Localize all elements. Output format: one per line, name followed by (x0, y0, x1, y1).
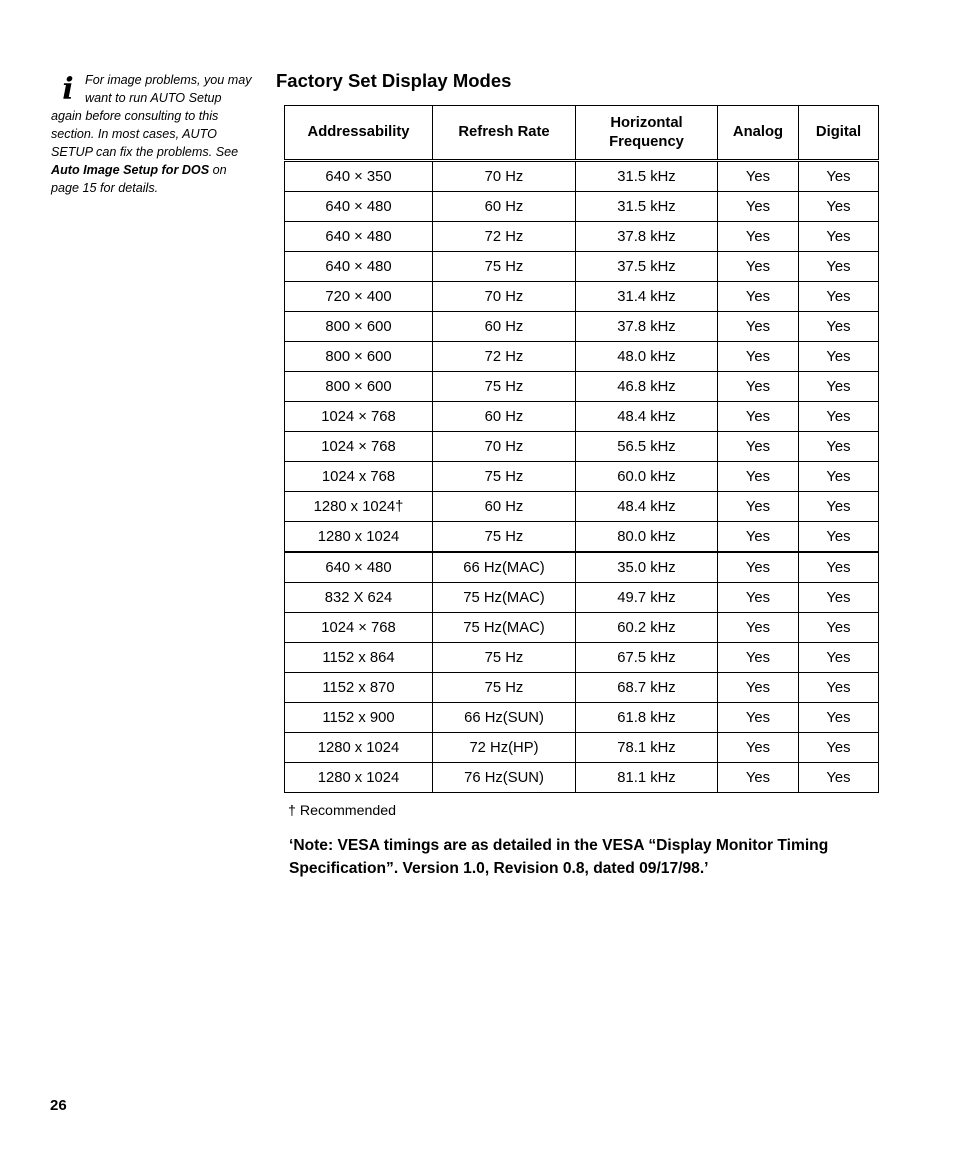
cell-digital: Yes (799, 643, 879, 673)
cell-analog: Yes (718, 522, 799, 553)
header-refresh-rate: Refresh Rate (433, 106, 576, 161)
cell-analog: Yes (718, 673, 799, 703)
cell-addressability: 1024 x 768 (285, 462, 433, 492)
cell-digital: Yes (799, 432, 879, 462)
cell-addressability: 720 × 400 (285, 282, 433, 312)
cell-analog: Yes (718, 733, 799, 763)
cell-horizontal-frequency: 37.8 kHz (576, 312, 718, 342)
header-digital: Digital (799, 106, 879, 161)
info-icon: i (62, 72, 74, 107)
cell-analog: Yes (718, 252, 799, 282)
cell-digital: Yes (799, 613, 879, 643)
cell-addressability: 1280 x 1024 (285, 763, 433, 793)
table-row (285, 583, 879, 613)
header-addressability: Addressability (285, 106, 433, 161)
cell-analog: Yes (718, 492, 799, 522)
cell-horizontal-frequency: 60.2 kHz (576, 613, 718, 643)
cell-digital: Yes (799, 222, 879, 252)
cell-addressability: 1152 x 870 (285, 673, 433, 703)
table-row (285, 643, 879, 673)
cell-analog: Yes (718, 703, 799, 733)
table-row (285, 522, 879, 553)
cell-refresh-rate: 72 Hz(HP) (433, 733, 576, 763)
cell-horizontal-frequency: 68.7 kHz (576, 673, 718, 703)
cell-addressability: 1152 x 864 (285, 643, 433, 673)
cell-addressability: 1152 x 900 (285, 703, 433, 733)
cell-digital: Yes (799, 552, 879, 583)
table-row (285, 161, 879, 192)
cell-horizontal-frequency: 56.5 kHz (576, 432, 718, 462)
side-note (51, 71, 253, 197)
cell-digital: Yes (799, 583, 879, 613)
cell-horizontal-frequency: 35.0 kHz (576, 552, 718, 583)
cell-addressability: 1280 x 1024 (285, 733, 433, 763)
cell-addressability: 640 × 480 (285, 552, 433, 583)
vesa-note: ‘Note: VESA timings are as detailed in the VESA “Display Monitor Timing Specification”. Version 1.0, Revision 0.8, dated 09/17/98.’ (289, 837, 829, 877)
table-row (285, 402, 879, 432)
footnote: † Recommended (288, 803, 397, 819)
cell-addressability: 1024 × 768 (285, 432, 433, 462)
cell-addressability: 800 × 600 (285, 342, 433, 372)
table-row (285, 763, 879, 793)
header-horizontal-frequency (576, 106, 718, 161)
cell-addressability: 800 × 600 (285, 372, 433, 402)
cell-refresh-rate: 70 Hz (433, 282, 576, 312)
cell-horizontal-frequency: 31.5 kHz (576, 161, 718, 192)
cell-refresh-rate: 75 Hz (433, 673, 576, 703)
cell-analog: Yes (718, 462, 799, 492)
cell-addressability: 640 × 480 (285, 252, 433, 282)
cell-refresh-rate: 75 Hz(MAC) (433, 583, 576, 613)
cell-horizontal-frequency: 37.8 kHz (576, 222, 718, 252)
cell-analog: Yes (718, 763, 799, 793)
cell-digital: Yes (799, 342, 879, 372)
cell-addressability: 640 × 350 (285, 161, 433, 192)
cell-addressability: 1280 x 1024† (285, 492, 433, 522)
cell-refresh-rate: 72 Hz (433, 222, 576, 252)
table-row (285, 552, 879, 583)
header-analog: Analog (718, 106, 799, 161)
cell-horizontal-frequency: 48.4 kHz (576, 492, 718, 522)
cell-addressability: 1024 × 768 (285, 402, 433, 432)
cell-analog: Yes (718, 613, 799, 643)
cell-horizontal-frequency: 81.1 kHz (576, 763, 718, 793)
cell-refresh-rate: 72 Hz (433, 342, 576, 372)
table-header-row (285, 106, 879, 161)
cell-horizontal-frequency: 78.1 kHz (576, 733, 718, 763)
cell-refresh-rate: 75 Hz(MAC) (433, 613, 576, 643)
cell-digital: Yes (799, 161, 879, 192)
table-row (285, 282, 879, 312)
cell-analog: Yes (718, 161, 799, 192)
table-row (285, 492, 879, 522)
cell-digital: Yes (799, 462, 879, 492)
cell-analog: Yes (718, 312, 799, 342)
table-row (285, 462, 879, 492)
table-row (285, 613, 879, 643)
side-note-text-end: on page 15 for details. (51, 163, 227, 195)
side-note-text: For image problems, you may want to run AUTO Setup again before consulting to this section. In most cases, AUTO SETUP can fix the problems. See (51, 73, 252, 159)
cell-digital: Yes (799, 673, 879, 703)
cell-addressability: 1280 x 1024 (285, 522, 433, 553)
side-note-reference: Auto Image Setup for DOS (51, 163, 210, 177)
table-row (285, 673, 879, 703)
cell-analog: Yes (718, 192, 799, 222)
table-row (285, 342, 879, 372)
cell-analog: Yes (718, 222, 799, 252)
cell-analog: Yes (718, 372, 799, 402)
table-row (285, 312, 879, 342)
cell-addressability: 1024 × 768 (285, 613, 433, 643)
table-row (285, 432, 879, 462)
cell-horizontal-frequency: 60.0 kHz (576, 462, 718, 492)
cell-analog: Yes (718, 402, 799, 432)
cell-analog: Yes (718, 643, 799, 673)
table-row (285, 192, 879, 222)
cell-addressability: 832 X 624 (285, 583, 433, 613)
cell-addressability: 640 × 480 (285, 222, 433, 252)
cell-analog: Yes (718, 552, 799, 583)
cell-horizontal-frequency: 49.7 kHz (576, 583, 718, 613)
cell-analog: Yes (718, 342, 799, 372)
cell-digital: Yes (799, 703, 879, 733)
table-row (285, 222, 879, 252)
cell-refresh-rate: 75 Hz (433, 252, 576, 282)
cell-horizontal-frequency: 31.5 kHz (576, 192, 718, 222)
cell-analog: Yes (718, 583, 799, 613)
cell-analog: Yes (718, 282, 799, 312)
table-row (285, 252, 879, 282)
cell-digital: Yes (799, 252, 879, 282)
header-horizontal-frequency-text: Horizontal Frequency (609, 114, 684, 150)
cell-addressability: 640 × 480 (285, 192, 433, 222)
cell-horizontal-frequency: 48.0 kHz (576, 342, 718, 372)
cell-refresh-rate: 75 Hz (433, 372, 576, 402)
table-body (285, 161, 879, 793)
cell-horizontal-frequency: 61.8 kHz (576, 703, 718, 733)
cell-refresh-rate: 75 Hz (433, 522, 576, 553)
cell-digital: Yes (799, 492, 879, 522)
cell-digital: Yes (799, 733, 879, 763)
cell-horizontal-frequency: 31.4 kHz (576, 282, 718, 312)
table-row (285, 372, 879, 402)
cell-refresh-rate: 76 Hz(SUN) (433, 763, 576, 793)
cell-refresh-rate: 66 Hz(MAC) (433, 552, 576, 583)
page-number: 26 (50, 1097, 67, 1114)
cell-refresh-rate: 75 Hz (433, 643, 576, 673)
table-row (285, 733, 879, 763)
cell-refresh-rate: 70 Hz (433, 432, 576, 462)
cell-horizontal-frequency: 48.4 kHz (576, 402, 718, 432)
cell-refresh-rate: 66 Hz(SUN) (433, 703, 576, 733)
cell-refresh-rate: 60 Hz (433, 312, 576, 342)
cell-horizontal-frequency: 67.5 kHz (576, 643, 718, 673)
cell-analog: Yes (718, 432, 799, 462)
cell-horizontal-frequency: 37.5 kHz (576, 252, 718, 282)
cell-digital: Yes (799, 402, 879, 432)
cell-digital: Yes (799, 763, 879, 793)
cell-refresh-rate: 60 Hz (433, 492, 576, 522)
cell-digital: Yes (799, 522, 879, 553)
cell-digital: Yes (799, 282, 879, 312)
cell-refresh-rate: 75 Hz (433, 462, 576, 492)
cell-digital: Yes (799, 192, 879, 222)
cell-digital: Yes (799, 312, 879, 342)
cell-refresh-rate: 60 Hz (433, 192, 576, 222)
cell-horizontal-frequency: 80.0 kHz (576, 522, 718, 553)
cell-digital: Yes (799, 372, 879, 402)
display-modes-table (284, 105, 879, 793)
cell-refresh-rate: 70 Hz (433, 161, 576, 192)
page-heading: Factory Set Display Modes (276, 70, 512, 91)
cell-addressability: 800 × 600 (285, 312, 433, 342)
cell-horizontal-frequency: 46.8 kHz (576, 372, 718, 402)
table-row (285, 703, 879, 733)
cell-refresh-rate: 60 Hz (433, 402, 576, 432)
